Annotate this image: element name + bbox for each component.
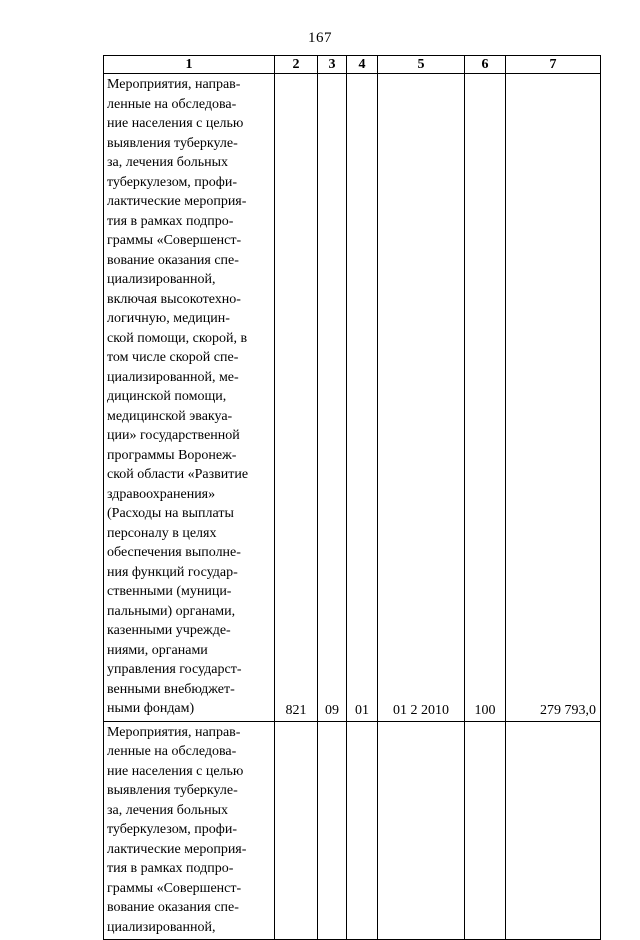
header-col-1: 1 — [104, 56, 275, 74]
row-col-4 — [347, 721, 378, 940]
header-col-6: 6 — [465, 56, 506, 74]
row-col-3: 09 — [318, 74, 347, 722]
page-number: 167 — [308, 30, 332, 46]
header-row — [104, 56, 601, 74]
row-description: Мероприятия, направ- ленные на обследова- ние населения с целью выявления туберкуле- за, лечения больных туберкулезом, профи- лактические мероприя- тия в рамках подпро- граммы «Совершенст- вование оказания спе- циализированной, включая высокотехно- логичную, медицин- ской помощи, скорой, в том числе скорой спе- циализированной, ме- дицинской помощи, медицинской эвакуа- ции» государственной программы Воронеж- ской области «Развитие здравоохранения» (Расходы на выплаты персоналу в целях обеспечения выполне- ния функций государ- ственными (муници- пальными) органами, казенными учрежде- ниями, органами управления государст- венными внебюджет- ными фондам) — [104, 74, 275, 722]
row-col-5 — [378, 721, 465, 940]
row-col-3 — [318, 721, 347, 940]
row-col-7 — [506, 721, 601, 940]
row-col-6 — [465, 721, 506, 940]
row-col-2: 821 — [275, 74, 318, 722]
header-col-5: 5 — [378, 56, 465, 74]
header-col-4: 4 — [347, 56, 378, 74]
header-col-7: 7 — [506, 56, 601, 74]
table-row — [104, 721, 601, 940]
row-col-4: 01 — [347, 74, 378, 722]
budget-table — [103, 55, 601, 940]
row-col-2 — [275, 721, 318, 940]
header-col-3: 3 — [318, 56, 347, 74]
header-col-2: 2 — [275, 56, 318, 74]
row-description: Мероприятия, направ- ленные на обследова- ние населения с целью выявления туберкуле- за, лечения больных туберкулезом, профи- лактические мероприя- тия в рамках подпро- граммы «Совершенст- вование оказания спе- циализированной, — [104, 721, 275, 940]
row-col-5: 01 2 2010 — [378, 74, 465, 722]
row-col-7: 279 793,0 — [506, 74, 601, 722]
table-row — [104, 74, 601, 722]
row-col-6: 100 — [465, 74, 506, 722]
